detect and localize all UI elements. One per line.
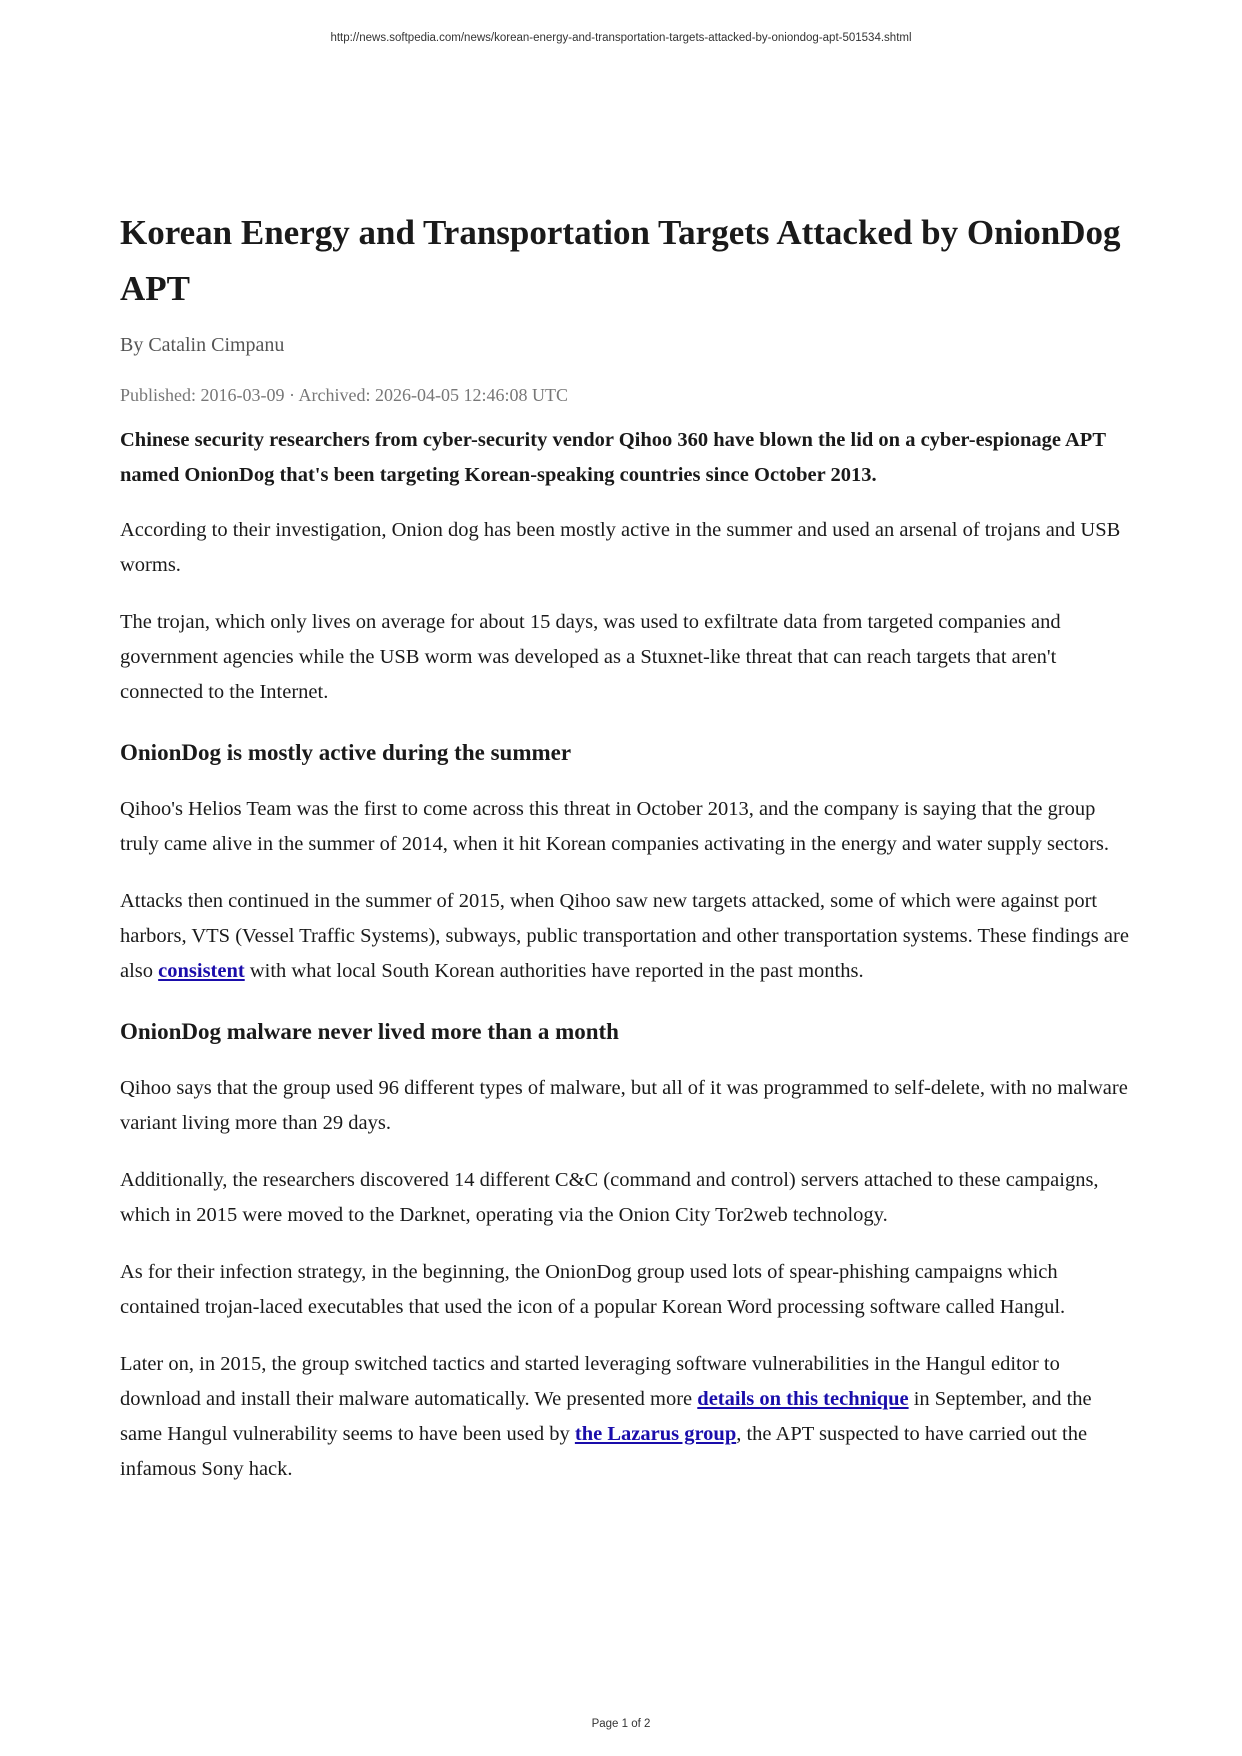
article-title: Korean Energy and Transportation Targets Attacked by OnionDog APT <box>120 213 1121 308</box>
paragraph-1: According to their investigation, Onion dog has been mostly active in the summer and used an arsenal of trojans and USB worms. <box>120 519 1121 576</box>
paragraph-3: Qihoo's Helios Team was the first to come across this threat in October 2013, and the company is saying that the group truly came alive in the summer of 2014, when it hit Korean companies activating in the energy and water supply sectors. <box>120 798 1110 855</box>
page-url-header: http://news.softpedia.com/news/korean-energy-and-transportation-targets-attacked-by-oniondog-apt-501534.shtml <box>330 32 912 44</box>
article <box>120 205 1130 1509</box>
paragraph-8-text-b: in September, and the same Hangul vulnerability seems to have been used by <box>120 1388 1092 1445</box>
section-heading-malware: OnionDog malware never lived more than a month <box>120 1019 619 1044</box>
article-byline: By Catalin Cimpanu <box>120 334 285 356</box>
paragraph-2: The trojan, which only lives on average for about 15 days, was used to exfiltrate data from targeted companies and government agencies while the USB worm was developed as a Stuxnet-like threat that can reach targets that aren't connected to the Internet. <box>120 611 1061 703</box>
paragraph-7: As for their infection strategy, in the beginning, the OnionDog group used lots of spear-phishing campaigns which contained trojan-laced executables that used the icon of a popular Korean Word processing software called Hangul. <box>120 1261 1066 1318</box>
paragraph-5: Qihoo says that the group used 96 different types of malware, but all of it was programmed to self-delete, with no malware variant living more than 29 days. <box>120 1077 1128 1134</box>
consistent-link[interactable]: consistent <box>158 960 245 982</box>
paragraph-6: Additionally, the researchers discovered 14 different C&C (command and control) servers attached to these campaigns, which in 2015 were moved to the Darknet, operating via the Onion City Tor2web technology. <box>120 1169 1099 1226</box>
section-heading-summer: OnionDog is mostly active during the summer <box>120 740 572 765</box>
page-number: Page 1 of 2 <box>591 1718 651 1730</box>
paragraph-8 <box>120 1347 1130 1487</box>
paragraph-4-text-b: with what local South Korean authorities have reported in the past months. <box>244 960 864 982</box>
technique-details-link[interactable]: details on this technique <box>697 1388 909 1410</box>
lead-paragraph: Chinese security researchers from cyber-security vendor Qihoo 360 have blown the lid on a cyber-espionage APT named OnionDog that's been targeting Korean-speaking countries since October 2013. <box>120 429 1106 486</box>
paragraph-8-text-a: Later on, in 2015, the group switched tactics and started leveraging software vulnerabilities in the Hangul editor to download and install their malware automatically. We presented more <box>120 1353 1060 1410</box>
article-meta: Published: 2016-03-09 · Archived: 2026-04-05 12:46:08 UTC <box>120 385 568 405</box>
paragraph-4-text-a: Attacks then continued in the summer of 2015, when Qihoo saw new targets attacked, some of which were against port harbors, VTS (Vessel Traffic Systems), subways, public transportation and other transportation systems. These findings are also <box>120 890 1129 982</box>
paragraph-4 <box>120 884 1130 989</box>
lazarus-group-link[interactable]: the Lazarus group <box>574 1423 737 1445</box>
paragraph-8-text-c: , the APT suspected to have carried out the infamous Sony hack. <box>120 1423 1088 1480</box>
